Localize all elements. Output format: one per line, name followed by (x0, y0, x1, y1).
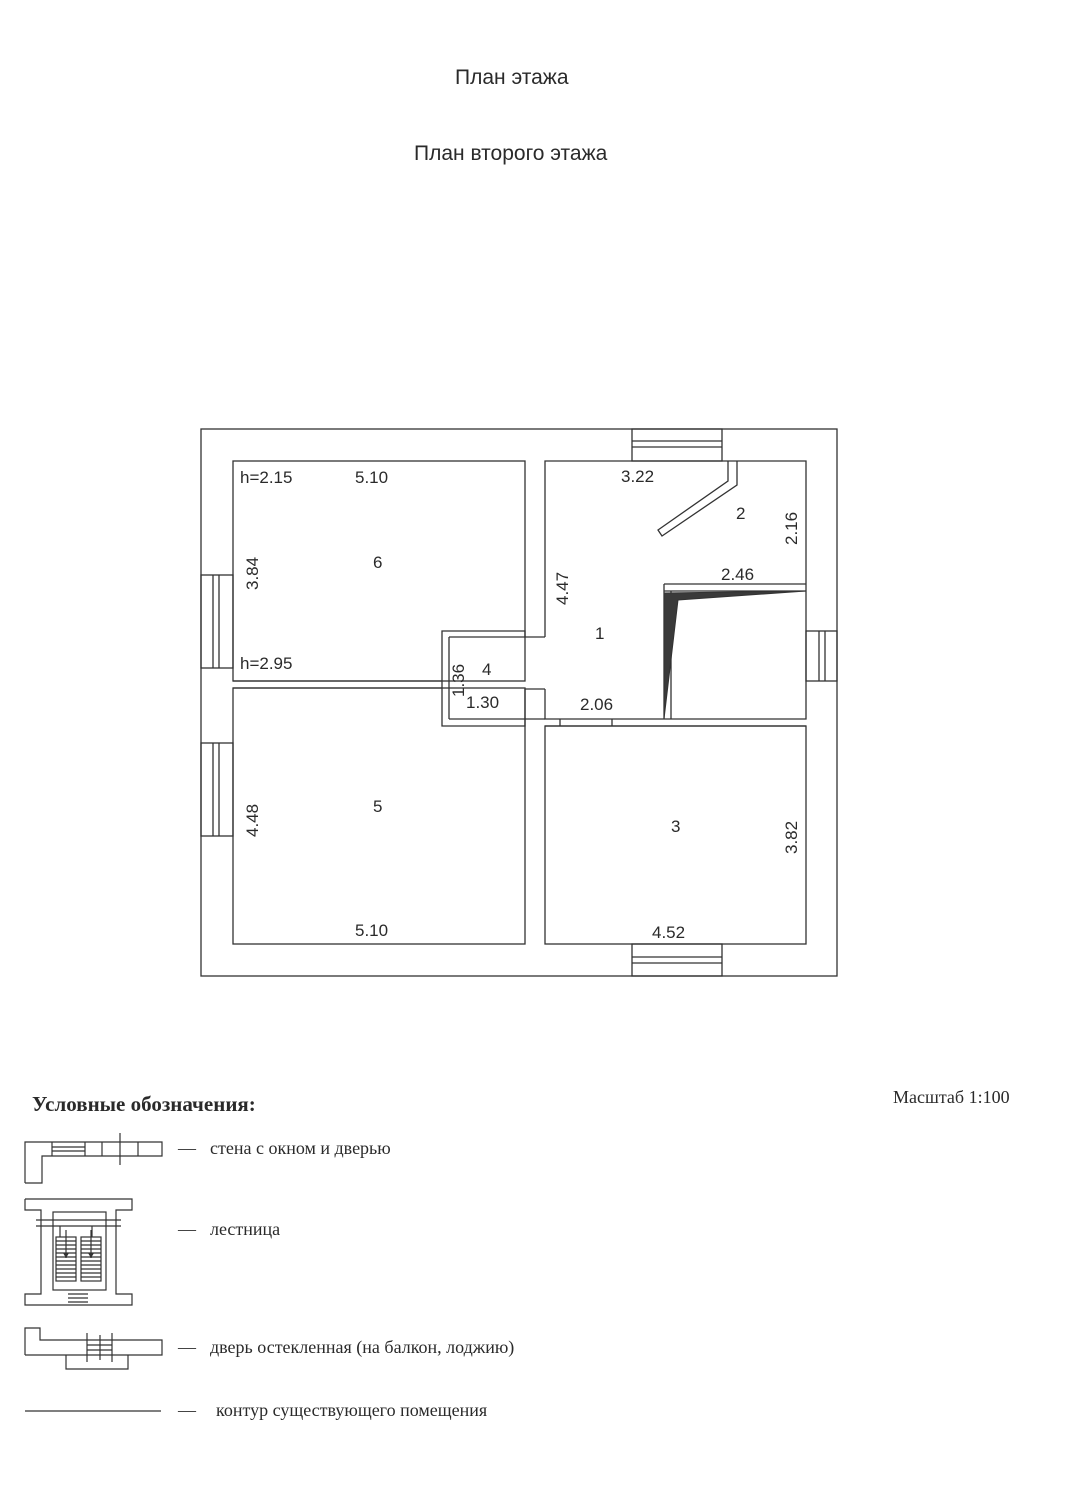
room-label-1: 1 (595, 624, 605, 643)
right-window (806, 631, 837, 681)
height-label-top: h=2.15 (240, 468, 293, 487)
dim-stair-width: 2.46 (721, 565, 755, 584)
legend-label-glazed-door: дверь остекленная (на балкон, лоджию) (210, 1337, 515, 1357)
dim-room1-width: 2.06 (580, 695, 614, 714)
glazed-door-symbol (25, 1328, 162, 1369)
dim-room2-width: 3.22 (621, 467, 655, 486)
dim-room6-height: 3.84 (243, 556, 262, 590)
legend-label-contour: контур существующего помещения (216, 1400, 488, 1420)
scale-label: Масштаб 1:100 (893, 1087, 1010, 1107)
top-window (632, 429, 722, 461)
legend-label-stair: лестница (210, 1219, 281, 1239)
legend-title: Условные обозначения: (32, 1092, 256, 1116)
legend-dash-3: — (178, 1337, 196, 1357)
legend-label-wall: стена с окном и дверью (210, 1138, 391, 1158)
dim-room3-height: 3.82 (782, 820, 801, 854)
floor-plan-title: План этажа (455, 66, 569, 89)
wall-window-door-symbol (25, 1133, 162, 1183)
dim-room5-width: 5.10 (355, 921, 389, 940)
height-label-mid: h=2.95 (240, 654, 293, 673)
dim-room4-width: 1.30 (466, 693, 500, 712)
left-lower-window (201, 743, 233, 836)
staircase-symbol (25, 1199, 132, 1305)
dim-room4-height: 1.36 (449, 663, 468, 697)
stair-wedge (664, 591, 806, 719)
dim-room3-width: 4.52 (652, 923, 686, 942)
room-1-outline (545, 461, 806, 719)
legend-dash-4: — (178, 1400, 196, 1420)
dim-room6-width: 5.10 (355, 468, 389, 487)
dim-room2-height: 2.16 (782, 511, 801, 545)
legend-symbols (0, 0, 200, 1507)
room-label-4: 4 (482, 660, 492, 679)
legend-dash-1: — (178, 1138, 196, 1158)
left-upper-window (201, 575, 233, 668)
dim-room5-height: 4.48 (243, 803, 262, 837)
room-label-2: 2 (736, 504, 746, 523)
room-label-5: 5 (373, 797, 383, 816)
dim-room1-height: 4.47 (553, 571, 572, 605)
room-label-3: 3 (671, 817, 681, 836)
legend-dash-2: — (178, 1219, 196, 1239)
second-floor-plan-title: План второго этажа (414, 142, 608, 165)
bottom-window (632, 944, 722, 976)
room-label-6: 6 (373, 553, 383, 572)
